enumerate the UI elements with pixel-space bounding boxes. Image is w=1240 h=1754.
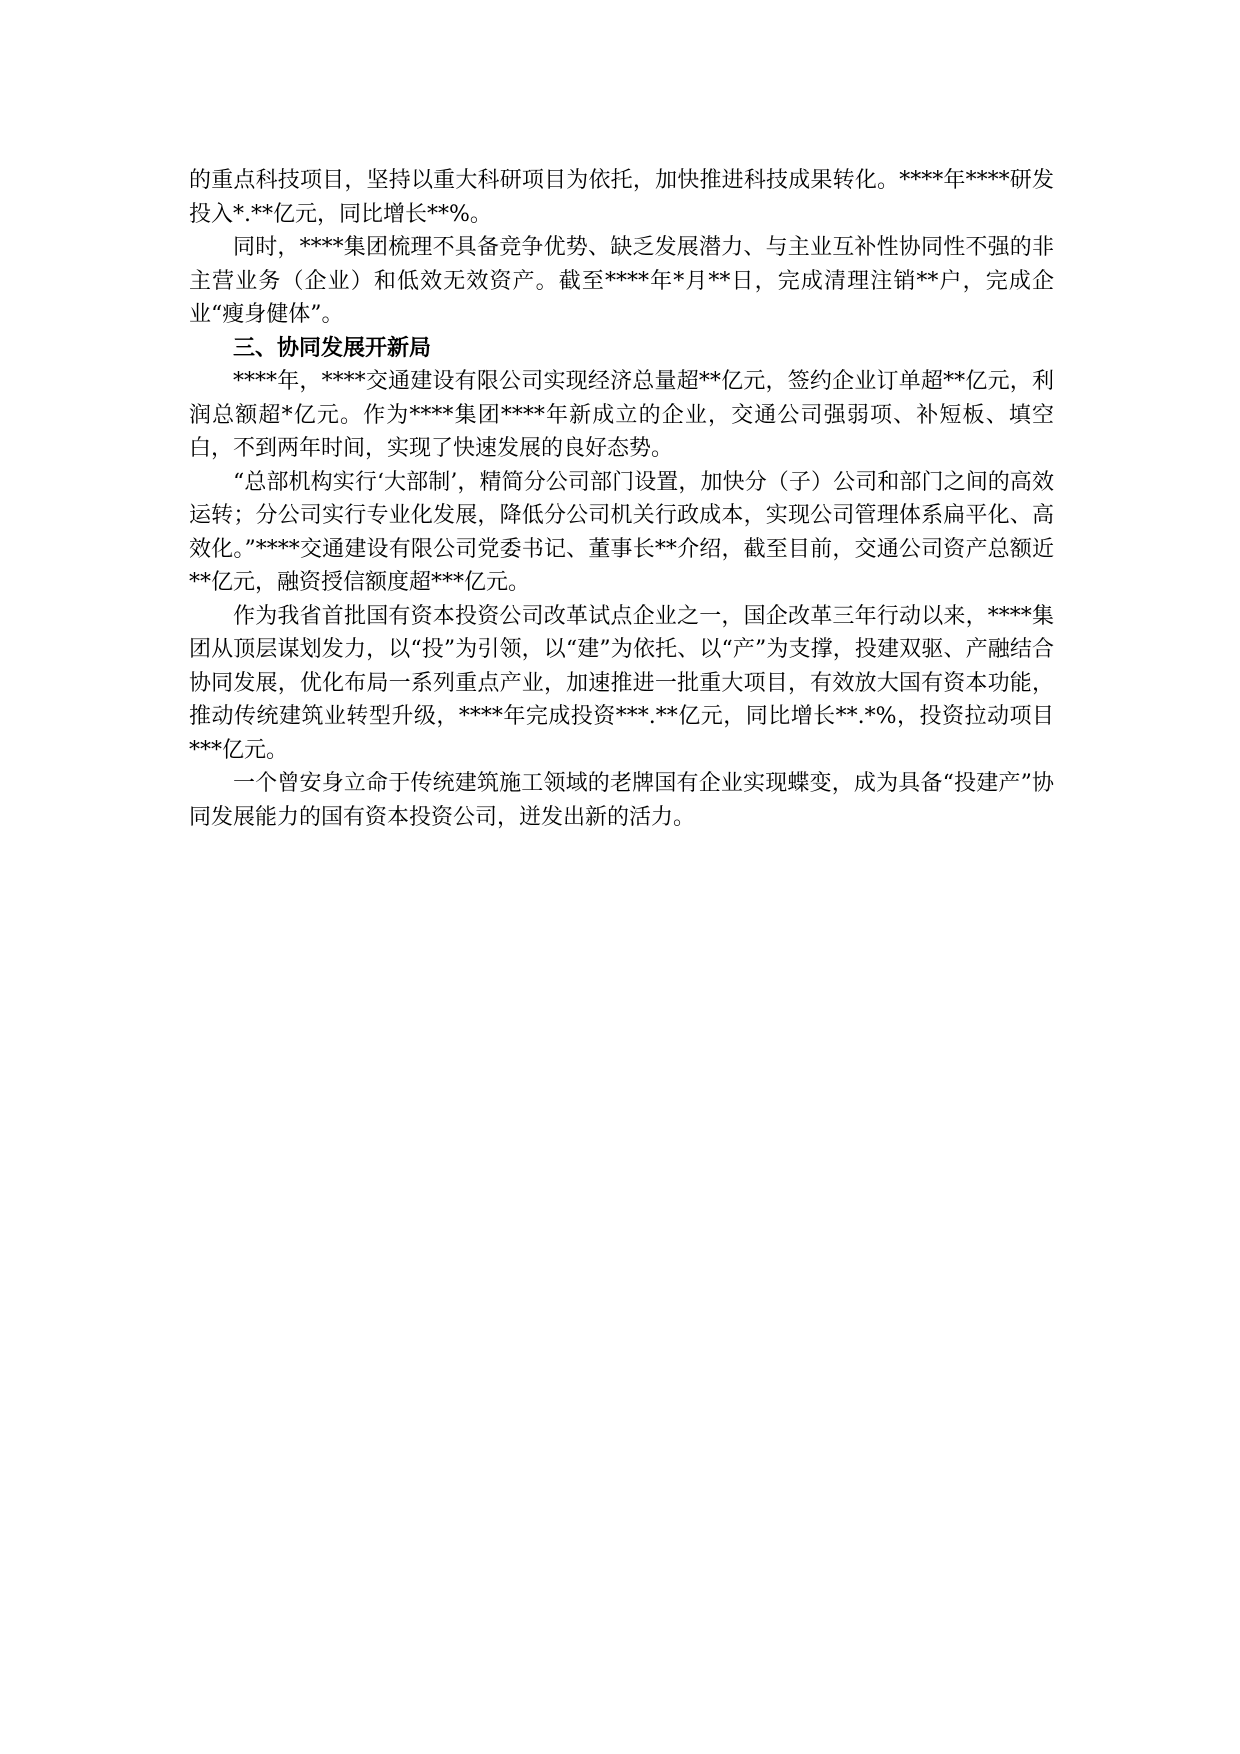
paragraph-continued: 的重点科技项目，坚持以重大科研项目为依托，加快推进科技成果转化。****年****研发投入*.**亿元，同比增长**%。 bbox=[189, 168, 1054, 227]
section-heading: 三、协同发展开新局 bbox=[233, 335, 432, 361]
document-body bbox=[189, 164, 1054, 834]
paragraph-quote: “总部机构实行‘大部制’，精简分公司部门设置，加快分（子）公司和部门之间的高效运转；分公司实行专业化发展，降低分公司机关行政成本，实现公司管理体系扁平化、高效化。”****交通建设有限公司党委书记、董事长**介绍，截至目前，交通公司资产总额近**亿元，融资授信额度超***亿元。 bbox=[189, 469, 1054, 595]
paragraph-conclusion: 一个曾安身立命于传统建筑施工领域的老牌国有企业实现蝶变，成为具备“投建产”协同发展能力的国有资本投资公司，迸发出新的活力。 bbox=[189, 771, 1054, 830]
paragraph-divestment: 同时，****集团梳理不具备竞争优势、缺乏发展潜力、与主业互补性协同性不强的非主营业务（企业）和低效无效资产。截至****年*月**日，完成清理注销**户，完成企业“瘦身健体”。 bbox=[189, 235, 1054, 327]
paragraph-transport-company: ****年，****交通建设有限公司实现经济总量超**亿元，签约企业订单超**亿元，利润总额超*亿元。作为****集团****年新成立的企业，交通公司强弱项、补短板、填空白，不到两年时间，实现了快速发展的良好态势。 bbox=[189, 369, 1054, 461]
paragraph-reform: 作为我省首批国有资本投资公司改革试点企业之一，国企改革三年行动以来，****集团从顶层谋划发力，以“投”为引领，以“建”为依托、以“产”为支撑，投建双驱、产融结合协同发展，优化布局一系列重点产业，加速推进一批重大项目，有效放大国有资本功能，推动传统建筑业转型升级，****年完成投资***.**亿元，同比增长**.*%，投资拉动项目***亿元。 bbox=[189, 603, 1054, 763]
